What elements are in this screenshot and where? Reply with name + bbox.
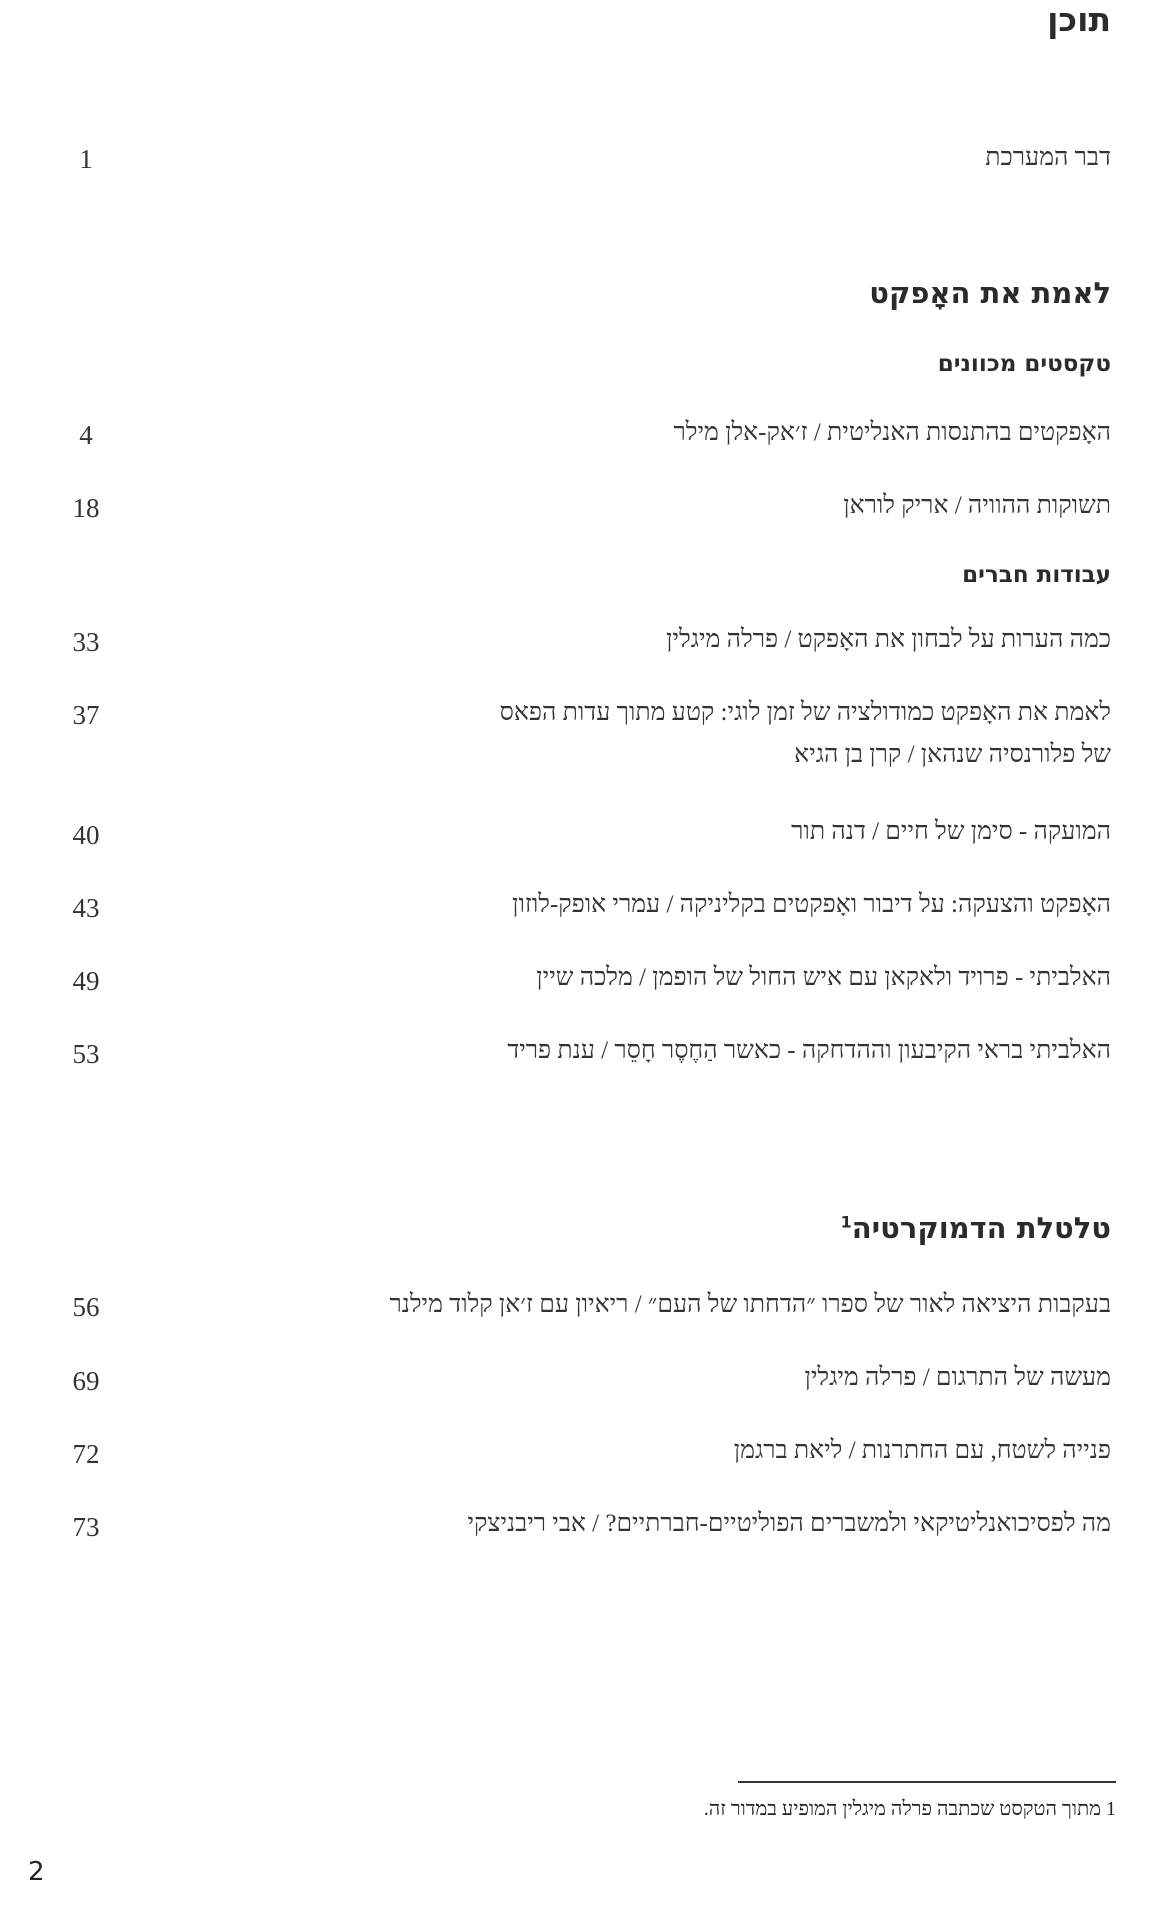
toc-entry[interactable]: מעשה של התרגום / פרלה מיגלין: [804, 1364, 1111, 1391]
toc-page-number: 4: [79, 420, 93, 450]
section-title-text: טלטלת הדמוקרטיה: [851, 1211, 1111, 1245]
toc-entry[interactable]: האלביתי - פרויד ולאקאן עם איש החול של הופמן / מלכה שיין: [536, 964, 1111, 991]
toc-page-number: 40: [72, 820, 100, 850]
footnote-marker[interactable]: 1: [840, 1212, 852, 1232]
toc-page-number: 56: [72, 1292, 100, 1322]
toc-page-number: 53: [72, 1039, 100, 1069]
toc-entry[interactable]: לאמת את האָפקט כמודולציה של זמן לוגי: קטע מתוך עדות הפאס: [499, 699, 1111, 726]
toc-entry[interactable]: פנייה לשטח, עם החתרנות / ליאת ברגמן: [733, 1437, 1111, 1464]
toc-page-number: 73: [72, 1512, 100, 1542]
toc-entry[interactable]: כמה הערות על לבחון את האָפקט / פרלה מיגלין: [666, 626, 1111, 653]
toc-entry[interactable]: האלביתי בראי הקיבעון וההדחקה - כאשר הַחֶסֶר חָסֵר / ענת פריד: [507, 1037, 1111, 1064]
toc-page-number: 33: [72, 627, 100, 657]
section-title-verify-affect: לאמת את האָפקט: [869, 276, 1111, 310]
subsection-heading-members-works: עבודות חברים: [962, 562, 1111, 588]
toc-entry[interactable]: האָפקטים בהתנסות האנליטית / ז׳אק-אלן מילר: [673, 419, 1111, 446]
toc-entry[interactable]: מה לפסיכואנליטיקאי ולמשברים הפוליטיים-חברתיים? / אבי ריבניצקי: [467, 1510, 1111, 1537]
page-title: תוכן: [1047, 0, 1111, 39]
toc-page-number: 37: [72, 700, 100, 730]
toc-entry[interactable]: האָפקט והצעקה: על דיבור ואָפקטים בקליניקה / עמרי אופק-לוזון: [512, 891, 1111, 918]
toc-entry-continuation[interactable]: של פלורנסיה שנהאן / קרן בן הגיא: [794, 741, 1111, 768]
footnote-divider: [738, 1781, 1116, 1783]
toc-page-number: 69: [72, 1366, 100, 1396]
footnote-text: מתוך הטקסט שכתבה פרלה מיגלין המופיע במדור זה.: [703, 1798, 1101, 1820]
subsection-heading-oriented-texts: טקסטים מכוונים: [937, 351, 1111, 377]
toc-entry[interactable]: בעקבות היציאה לאור של ספרו ״הדחתו של העם״ / ריאיון עם ז׳אן קלוד מילנר: [389, 1291, 1111, 1318]
toc-page-number: 1: [79, 144, 93, 174]
toc-entry[interactable]: המועקה - סימן של חיים / דנה תור: [791, 818, 1111, 845]
toc-page-number: 49: [72, 966, 100, 996]
toc-entry[interactable]: תשוקות ההוויה / אריק לוראן: [843, 492, 1111, 519]
section-title-democracy-upheaval: [841, 1211, 1111, 1245]
toc-page-number: 72: [72, 1439, 100, 1469]
toc-page-number: 43: [72, 893, 100, 923]
footnote: [704, 1798, 1116, 1821]
page-folio-number: 2: [28, 1857, 45, 1887]
toc-page-number: 18: [72, 493, 100, 523]
toc-entry-editorial[interactable]: דבר המערכת: [985, 144, 1111, 171]
footnote-marker-label: 1: [1106, 1798, 1116, 1820]
